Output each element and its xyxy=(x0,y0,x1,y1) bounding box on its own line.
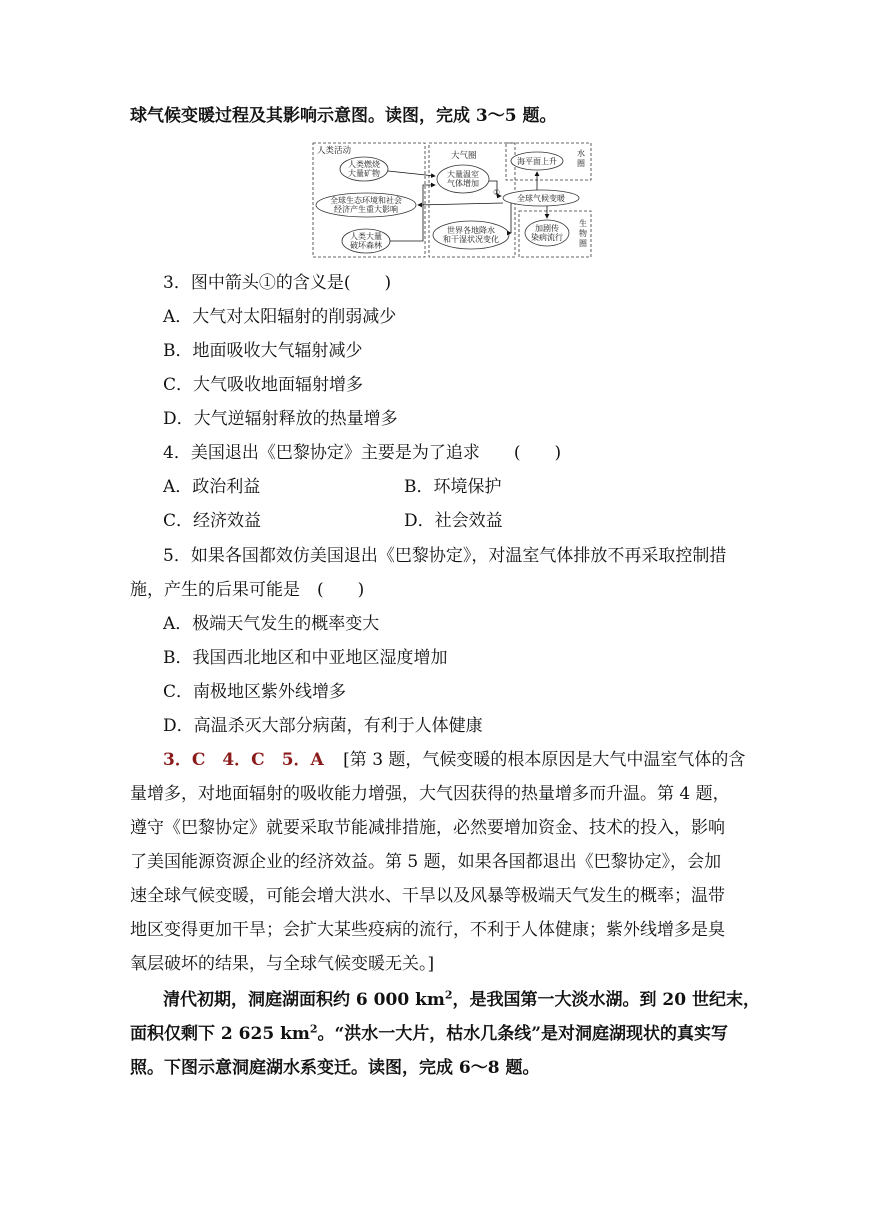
q5-option-a: A．极端天气发生的概率变大 xyxy=(163,614,380,634)
q4-option-a: A．政治利益 xyxy=(163,477,261,497)
human-activity-label: 人类活动 xyxy=(317,146,352,156)
arrow-marker-1: ① xyxy=(493,188,501,197)
q4-option-c: C．经济效益 xyxy=(163,511,262,531)
answer-line-3: 遵守《巴黎协定》就要采取节能减排措施，必然要增加资金、技术的投入，影响 xyxy=(130,818,725,838)
q4-option-b: B．环境保护 xyxy=(404,477,502,497)
q3-option-d: D．大气逆辐射释放的热量增多 xyxy=(163,409,398,429)
answer-line-7: 氧层破坏的结果，与全球气候变暖无关。] xyxy=(130,954,435,974)
svg-text:物: 物 xyxy=(579,229,587,238)
arrow-warming-to-env xyxy=(418,203,503,205)
answer-line-2: 量增多，对地面辐射的吸收能力增强，大气因获得的热量增多而升温。第 4 题， xyxy=(130,784,730,804)
svg-text:大量矿物: 大量矿物 xyxy=(348,169,380,178)
q5-stem-line-2: 施，产生的后果可能是 ( ) xyxy=(130,580,365,600)
answer-line-1 xyxy=(163,748,745,772)
q5-option-d: D．高温杀灭大部分病菌，有利于人体健康 xyxy=(163,716,483,736)
svg-text:人类大量: 人类大量 xyxy=(350,232,382,241)
svg-text:世界各地降水: 世界各地降水 xyxy=(447,226,495,235)
svg-text:加剧传: 加剧传 xyxy=(535,224,559,233)
q4-option-d: D．社会效益 xyxy=(404,511,503,531)
svg-text:水: 水 xyxy=(577,149,585,158)
atmosphere-label: 大气圈 xyxy=(451,151,477,161)
svg-text:经济产生重大影响: 经济产生重大影响 xyxy=(334,205,398,214)
svg-text:全球气候变暖: 全球气候变暖 xyxy=(517,194,565,203)
q5-stem-line-1: 5．如果各国都效仿美国退出《巴黎协定》，对温室气体排放不再采取控制措 xyxy=(163,546,727,566)
svg-text:气体增加: 气体增加 xyxy=(447,179,479,188)
svg-text:和干湿状况变化: 和干湿状况变化 xyxy=(443,235,499,244)
q3-option-b: B．地面吸收大气辐射减少 xyxy=(163,341,363,361)
svg-text:全球生态环境和社会: 全球生态环境和社会 xyxy=(330,196,402,205)
passage-line-1: 清代初期，洞庭湖面积约 6 000 $km^2$，是我国第一大淡水湖。到 20 世纪末， xyxy=(163,988,760,1010)
answer-explanation-start: [第 3 题，气候变暖的根本原因是大气中温室气体的含 xyxy=(343,750,746,770)
answer-keys: 3．C 4．C 5．A xyxy=(163,750,324,770)
svg-text:染病流行: 染病流行 xyxy=(531,233,563,242)
q3-option-a: A．大气对太阳辐射的削弱减少 xyxy=(163,307,397,327)
q5-option-c: C．南极地区紫外线增多 xyxy=(163,682,347,702)
climate-warming-diagram xyxy=(311,141,593,259)
passage-line-2: 面积仅剩下 2 625 $km^2$。“洪水一大片，枯水几条线”是对洞庭湖现状的真实写 xyxy=(130,1022,729,1044)
arrow-burn-to-ghg xyxy=(388,171,435,176)
svg-text:生: 生 xyxy=(579,219,587,228)
passage-line-3: 照。下图示意洞庭湖水系变迁。读图，完成 6～8 题。 xyxy=(130,1058,540,1078)
answer-line-6: 地区变得更加干旱；会扩大某些疫病的流行，不利于人体健康；紫外线增多是臭 xyxy=(130,920,725,940)
q4-stem: 4．美国退出《巴黎协定》主要是为了追求 ( ) xyxy=(163,443,562,463)
q3-stem: 3．图中箭头①的含义是( ) xyxy=(163,273,392,293)
intro-text: 球气候变暖过程及其影响示意图。读图，完成 3～5 题。 xyxy=(130,106,557,126)
q3-option-c: C．大气吸收地面辐射增多 xyxy=(163,375,364,395)
q5-option-b: B．我国西北地区和中亚地区湿度增加 xyxy=(163,648,448,668)
answer-line-5: 速全球气候变暖，可能会增大洪水、干旱以及风暴等极端天气发生的概率；温带 xyxy=(130,886,725,906)
svg-text:圈: 圈 xyxy=(579,239,587,248)
svg-text:海平面上升: 海平面上升 xyxy=(517,157,557,166)
svg-text:圈: 圈 xyxy=(577,159,585,168)
svg-text:破坏森林: 破坏森林 xyxy=(350,241,382,250)
svg-text:人类燃烧: 人类燃烧 xyxy=(348,160,380,169)
answer-line-4: 了美国能源资源企业的经济效益。第 5 题，如果各国都退出《巴黎协定》，会加 xyxy=(130,852,722,872)
svg-text:大量温室: 大量温室 xyxy=(447,170,479,179)
